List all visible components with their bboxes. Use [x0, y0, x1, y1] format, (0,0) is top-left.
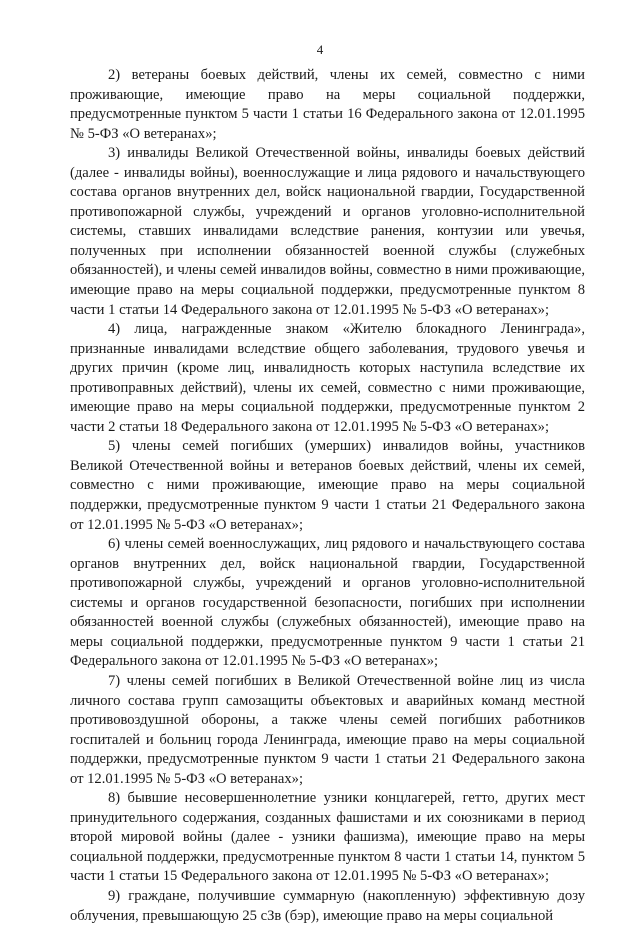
page-number: 4: [316, 42, 324, 57]
document-body: [70, 66, 585, 926]
list-item-3-war-invalids: 3) инвалиды Великой Отечественной войны, инвалиды боевых действий (далее - инвалиды войны), военнослужащие и лица рядового и начальствующего состава органов внутренних дел, войск национальной гвардии, Государственной противопожарной службы, учреждений и органов уголовно-исполнительной системы, ставших инвалидами вследствие ранения, контузии или увечья, полученных при исполнении обязанностей военной службы (служебных обязанностей), и члены семей инвалидов войны, совместно в ними проживающие, имеющие право на меры социальной поддержки, предусмотренные пунктом 8 части 1 статьи 14 Федерального закона от 12.01.1995 № 5-ФЗ «О ветеранах»;: [70, 145, 585, 318]
list-item-5-families-of-deceased-invalids: 5) члены семей погибших (умерших) инвалидов войны, участников Великой Отечественной войны и ветеранов боевых действий, члены их семей, совместно с ними проживающие, имеющие право на меры социальной поддержки, предусмотренные пунктом 9 части 1 статьи 21 Федерального закона от 12.01.1995 № 5-ФЗ «О ветеранах»;: [70, 438, 585, 533]
list-item-9-radiation-exposed: 9) граждане, получившие суммарную (накопленную) эффективную дозу облучения, превышающую 25 сЗв (бэр), имеющие право на меры социальной: [70, 887, 585, 924]
list-item-4-blockade-residents: 4) лица, награжденные знаком «Жителю блокадного Ленинграда», признанные инвалидами вследствие общего заболевания, трудового увечья и других причин (кроме лиц, инвалидность которых наступила вследствие их противоправных действий), члены их семей, совместно с ними проживающие, имеющие право на меры социальной поддержки, предусмотренные пунктом 2 части 2 статьи 18 Федерального закона от 12.01.1995 № 5-ФЗ «О ветеранах»;: [70, 321, 585, 435]
list-item-8-fascism-prisoners: 8) бывшие несовершеннолетние узники концлагерей, гетто, других мест принудительного содержания, созданных фашистами и их союзниками в период второй мировой войны (далее - узники фашизма), имеющие право на меры социальной поддержки, предусмотренные пунктом 8 части 1 статьи 14, пунктом 5 части 1 статьи 15 Федерального закона от 12.01.1995 № 5-ФЗ «О ветеранах»;: [70, 790, 585, 885]
list-item-2-combat-veterans: 2) ветераны боевых действий, члены их семей, совместно с ними проживающие, имеющие право на меры социальной поддержки, предусмотренные пунктом 5 части 1 статьи 16 Федерального закона от 12.01.1995 № 5-ФЗ «О ветеранах»;: [70, 67, 585, 142]
list-item-7-families-of-air-defense-personnel: 7) члены семей погибших в Великой Отечественной войне лиц из числа личного состава групп самозащиты объектовых и аварийных команд местной противовоздушной обороны, а также члены семей погибших работников госпиталей и больниц города Ленинграда, имеющие право на меры социальной поддержки, предусмотренные пунктом 9 части 1 статьи 21 Федерального закона от 12.01.1995 № 5-ФЗ «О ветеранах»;: [70, 672, 585, 787]
list-item-6-families-of-servicemen: 6) члены семей военнослужащих, лиц рядового и начальствующего состава органов внутренних дел, войск национальной гвардии, Государственной противопожарной службы, учреждений и органов уголовно-исполнительной системы и органов государственной безопасности, погибших при исполнении обязанностей военной службы (служебных обязанностей), имеющие право на меры социальной поддержки, предусмотренные пунктом 9 части 1 статьи 21 Федерального закона от 12.01.1995 № 5-ФЗ «О ветеранах»;: [70, 536, 585, 670]
